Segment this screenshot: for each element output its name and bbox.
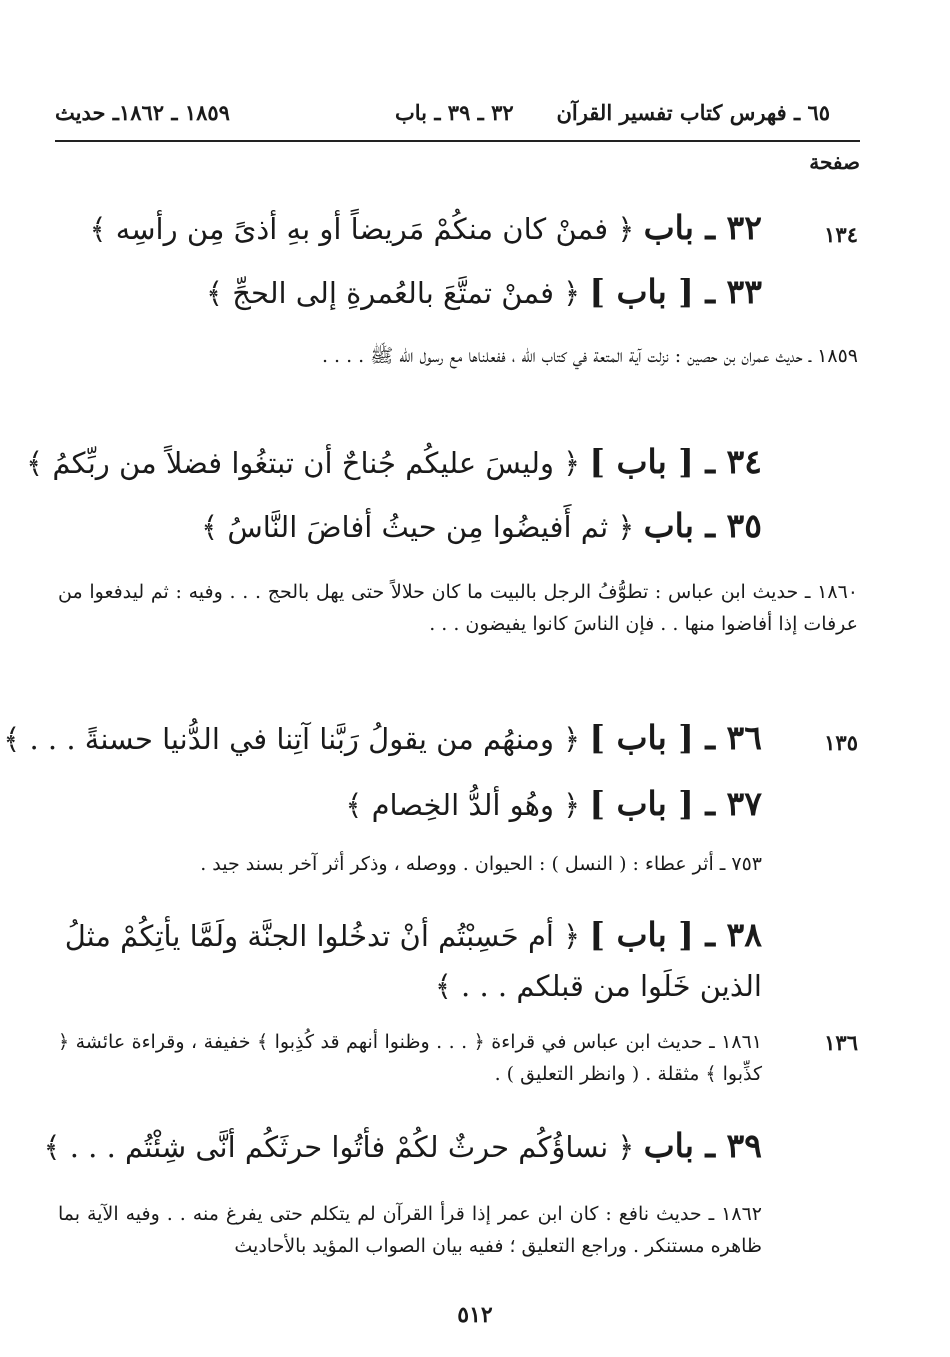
chapter-33-number: ٣٣ ـ [ باب ] [589,272,762,311]
chapter-34-number: ٣٤ ـ [ باب ] [589,442,762,481]
chapter-36 [3,718,762,757]
chapter-38 [58,910,762,1011]
chapter-33-verse: ﴿ فمنْ تمتَّعَ بالعُمرةِ إلى الحجِّ ﴾ [206,276,581,310]
chapter-34-verse: ﴿ وليسَ عليكُم جُناحٌ أن تبتغُوا فضلاً من ربِّكمُ ﴾ [26,446,581,480]
header-book-title: ٦٥ ـ فهرس كتاب تفسير القرآن [556,100,830,125]
chapter-32 [58,208,762,247]
chapter-37-number: ٣٧ ـ [ باب ] [589,784,762,823]
chapter-36-number: ٣٦ ـ [ باب ] [589,718,762,757]
chapter-34 [26,442,762,481]
page-ref-135: ١٣٥ [824,730,858,755]
chapter-35-number: ٣٥ ـ باب [643,506,762,545]
chapter-37 [58,784,762,823]
chapter-39 [43,1126,762,1165]
chapter-38-verse: ﴿ أم حَسِبْتُم أنْ تدخُلوا الجنَّة ولَمَّا يأتِكُمْ مثلُ الذين خَلَوا من قبلكم . . . ﴾ [64,919,762,1003]
chapter-35 [58,506,762,545]
header-rule [55,140,860,142]
chapter-39-number: ٣٩ ـ باب [643,1126,762,1165]
chapter-33 [58,272,762,311]
chapter-32-verse: ﴿ فمنْ كان منكُمْ مَريضاً أو بهِ أذىً مِن رأسِه ﴾ [89,212,635,246]
chapter-35-verse: ﴿ ثم أَفيضُوا مِن حيثُ أفاضَ النَّاسُ ﴾ [201,510,635,544]
chapter-32-number: ٣٢ ـ باب [643,208,762,247]
chapter-38-number: ٣٨ ـ [ باب ] [589,915,762,954]
page-ref-136: ١٣٦ [824,1030,858,1055]
hadith-1862: ١٨٦٢ ـ حديث نافع : كان ابن عمر إذا قرأ القرآن لم يتكلم حتى يفرغ منه . . وفيه الآية بما ظاهره مستنكر . وراجع التعليق ؛ ففيه بيان الصواب المؤيد بالأحاديث [58,1203,762,1257]
running-header [55,100,830,136]
hadith-1859: ١٨٥٩ ـ حديث عمران بن حصين : نزلت آية المتعة في كتاب الله ، ففعلناها مع رسول الله ﷺ . . . . [321,345,858,367]
chapter-37-verse: ﴿ وهُو ألدُّ الخِصام ﴾ [345,788,581,822]
chapter-36-verse: ﴿ ومنهُم من يقولُ رَبَّنا آتِنا في الدُّنيا حسنةً . . . ﴾ [3,722,581,756]
page-column-label: صفحة [809,150,860,174]
page-ref-134: ١٣٤ [824,222,858,247]
athar-753: ٧٥٣ ـ أثر عطاء : ( النسل ) : الحيوان . ووصله ، وذكر أثر آخر بسند جيد . [200,853,762,875]
chapter-39-verse: ﴿ نساؤُكُم حرثٌ لكُمْ فأتُوا حرثَكُم أنَّى شِئْتُم . . . ﴾ [43,1130,635,1164]
header-chapter-range: ٣٢ ـ ٣٩ ـ باب [395,100,514,125]
hadith-1861: ١٨٦١ ـ حديث ابن عباس في قراءة ﴿ . . . وظنوا أنهم قد كُذِبوا ﴾ خفيفة ، وقراءة عائشة ﴿ كذِّبوا ﴾ مثقلة . ( وانظر التعليق ) . [58,1031,762,1085]
header-hadith-range: ١٨٥٩ ـ ١٨٦٢ـ حديث [55,100,230,125]
page-number: ٥١٢ [457,1302,493,1328]
hadith-1860: ١٨٦٠ ـ حديث ابن عباس : تطوُّفُ الرجل بالبيت ما كان حلالاً حتى يهل بالحج . . . وفيه : ثم ليدفعوا من عرفات إذا أفاضوا منها . . فإن الناسَ كانوا يفيضون . . . [58,581,858,635]
